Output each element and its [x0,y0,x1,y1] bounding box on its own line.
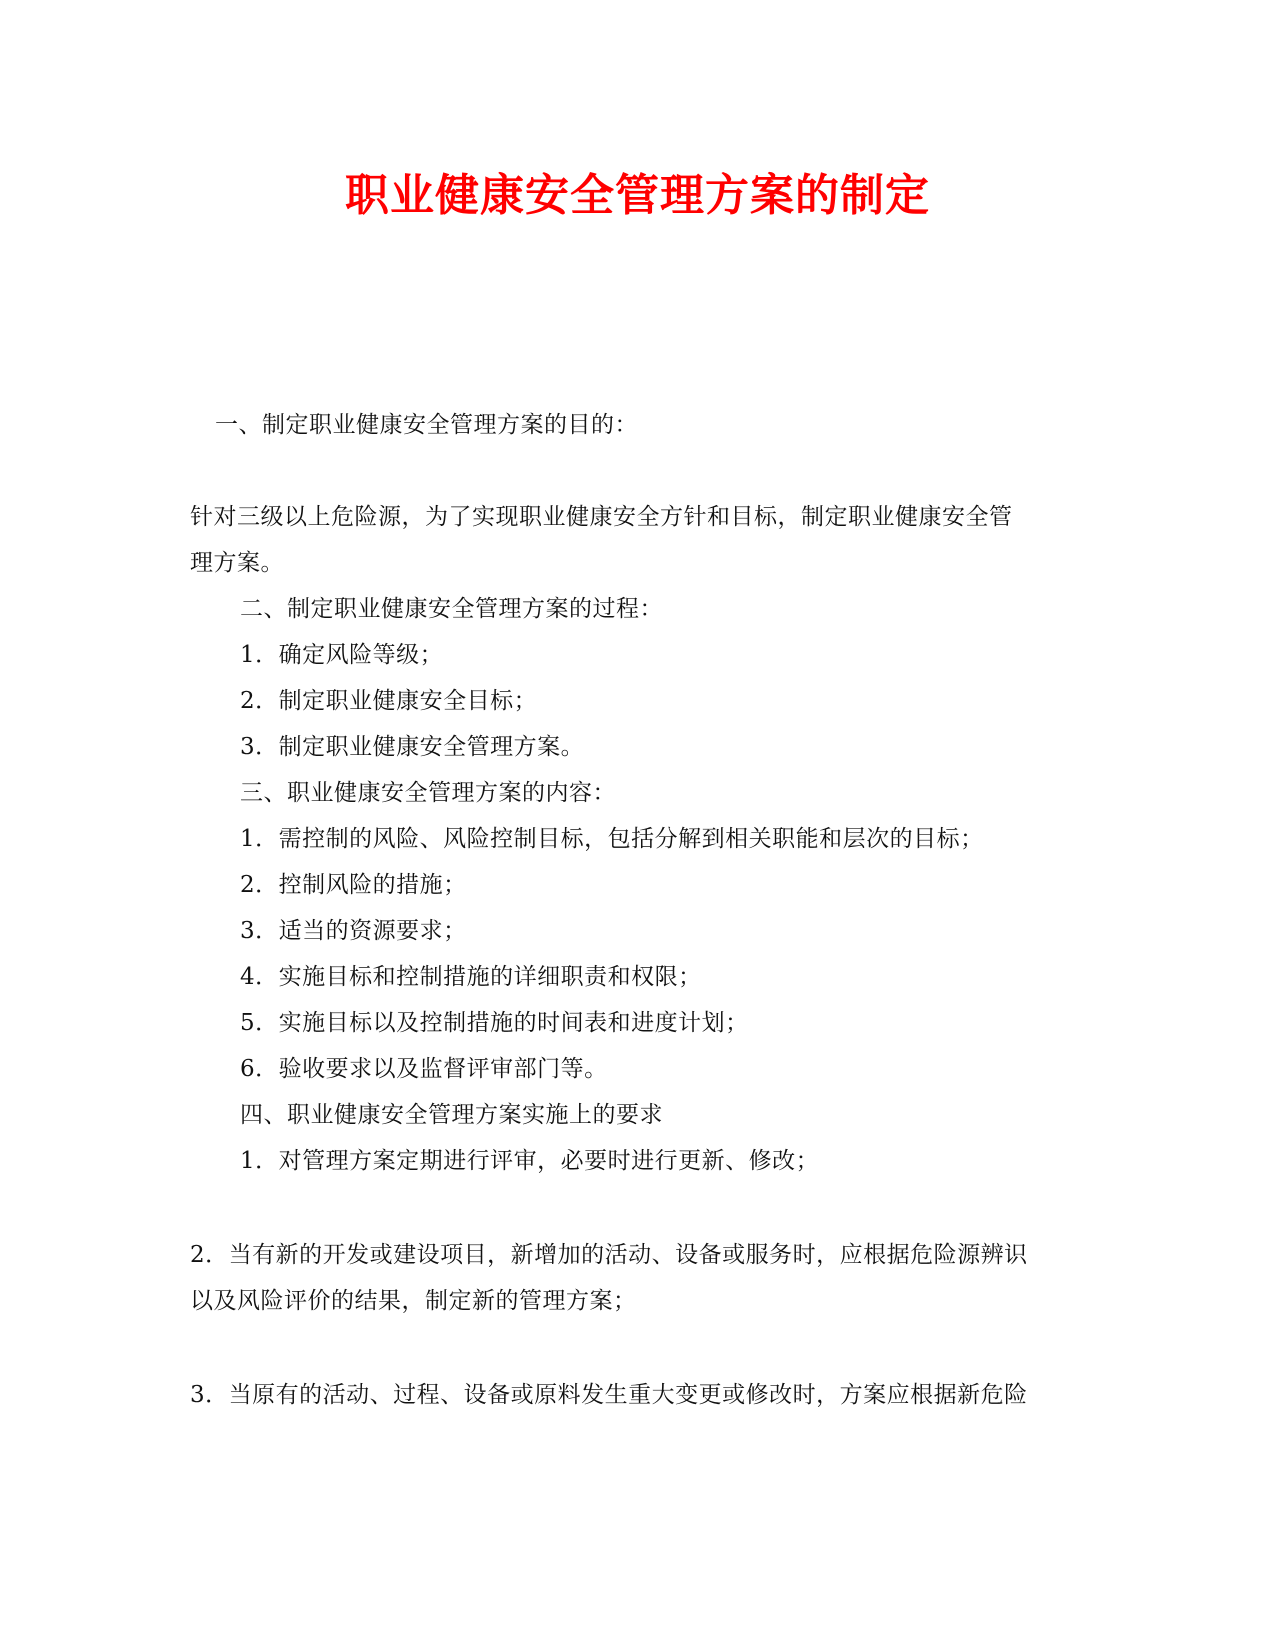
section-heading-1: 一、制定职业健康安全管理方案的目的： [215,412,638,438]
paragraph-line: 理方案。 [190,550,284,576]
list-item: 3．制定职业健康安全管理方案。 [240,734,585,760]
section-heading-4: 四、职业健康安全管理方案实施上的要求 [240,1102,663,1128]
paragraph-line: 2．当有新的开发或建设项目，新增加的活动、设备或服务时，应根据危险源辨识 [190,1242,1028,1268]
list-item: 2．控制风险的措施； [240,872,467,898]
list-item: 1．需控制的风险、风险控制目标，包括分解到相关职能和层次的目标； [240,826,984,852]
list-item: 1．确定风险等级； [240,642,444,668]
list-item: 5．实施目标以及控制措施的时间表和进度计划； [240,1010,749,1036]
section-heading-2: 二、制定职业健康安全管理方案的过程： [240,596,663,622]
paragraph-line: 3．当原有的活动、过程、设备或原料发生重大变更或修改时，方案应根据新危险 [190,1382,1028,1408]
section-heading-3: 三、职业健康安全管理方案的内容： [240,780,616,806]
paragraph-line: 针对三级以上危险源，为了实现职业健康安全方针和目标，制定职业健康安全管 [190,504,1013,530]
list-item: 6．验收要求以及监督评审部门等。 [240,1056,608,1082]
document-title: 职业健康安全管理方案的制定 [345,170,930,221]
list-item: 3．适当的资源要求； [240,918,467,944]
paragraph-line: 以及风险评价的结果，制定新的管理方案； [190,1288,637,1314]
list-item: 1．对管理方案定期进行评审，必要时进行更新、修改； [240,1148,820,1174]
list-item: 4．实施目标和控制措施的详细职责和权限； [240,964,702,990]
list-item: 2．制定职业健康安全目标； [240,688,538,714]
